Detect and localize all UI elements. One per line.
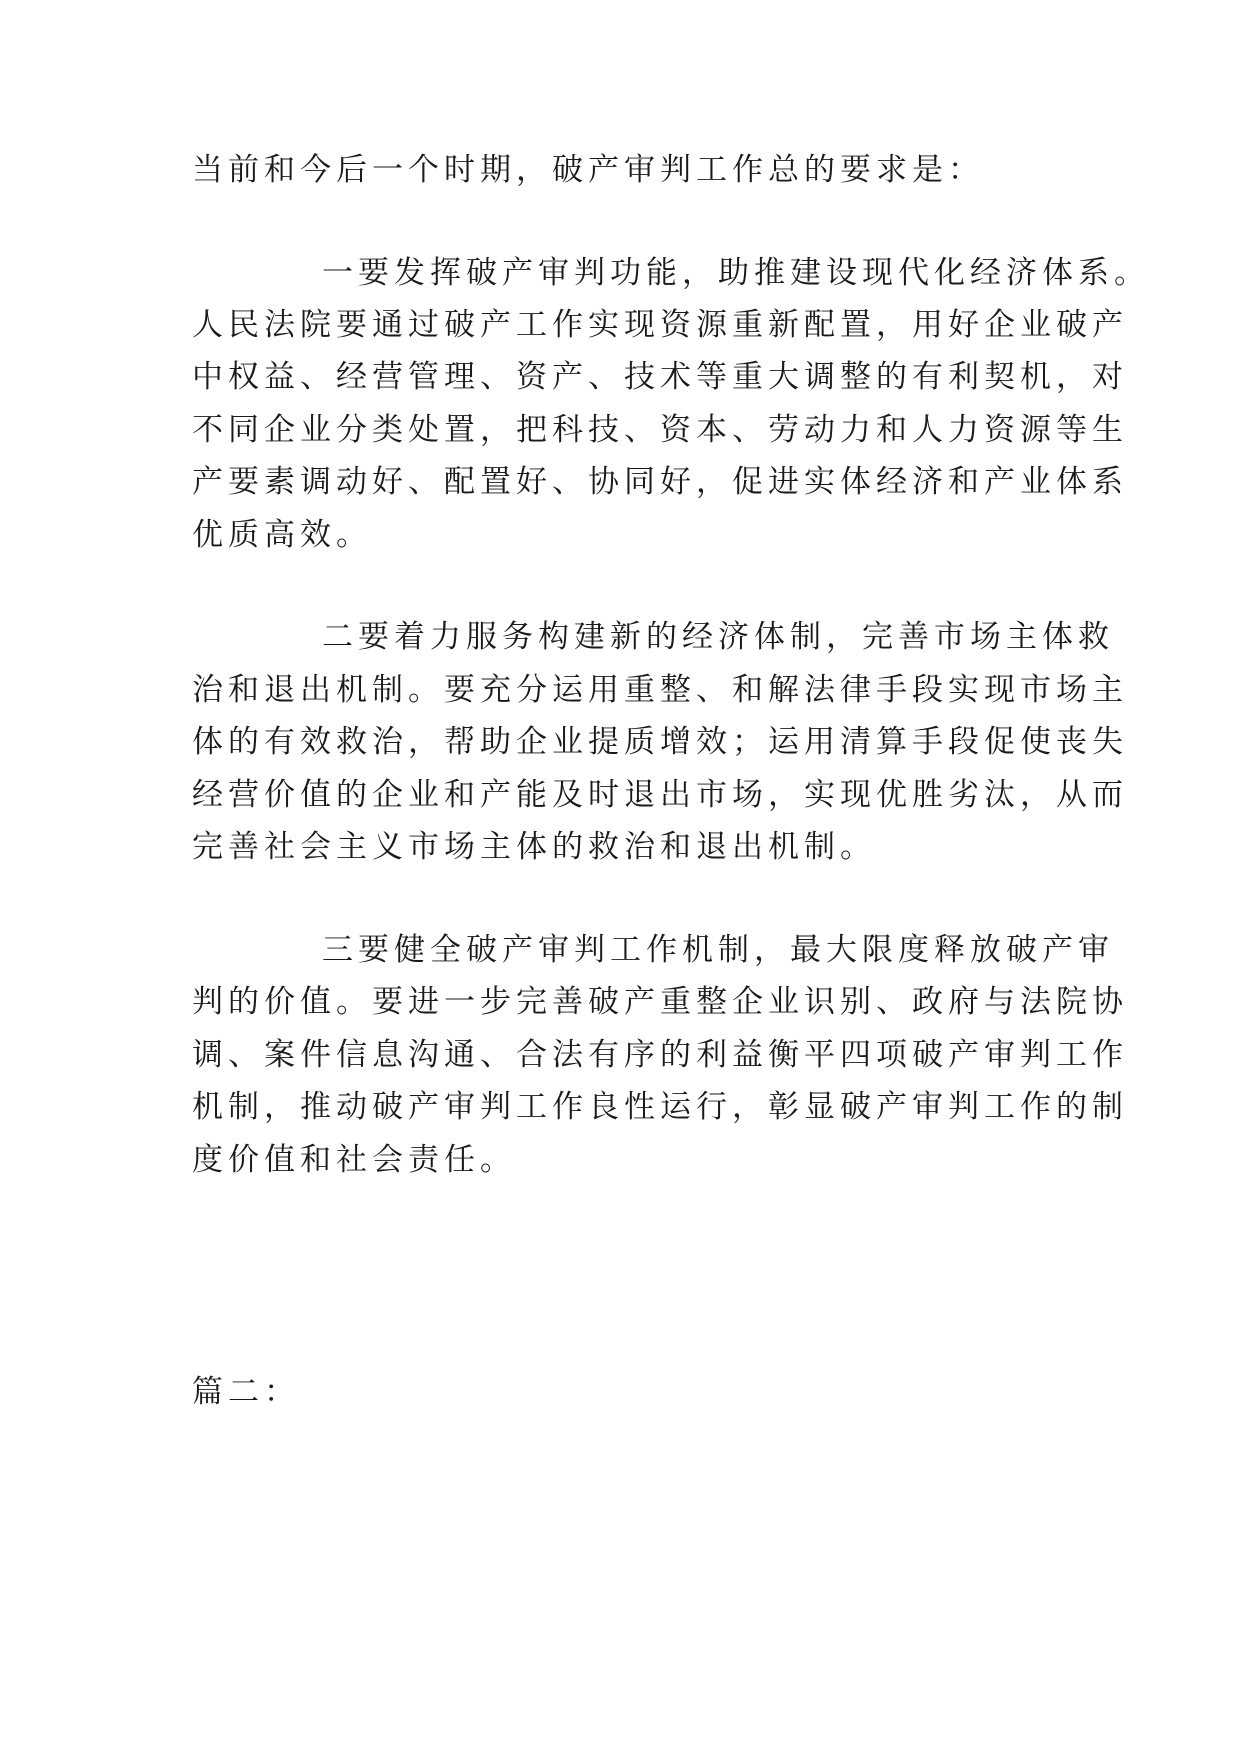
paragraph-3-line-1: 三要健全破产审判工作机制，最大限度释放破产审: [322, 932, 1114, 968]
paragraph-2-line-2: 治和退出机制。要充分运用重整、和解法律手段实现市场主: [192, 672, 1128, 708]
paragraph-2-line-3: 体的有效救治，帮助企业提质增效；运用清算手段促使丧失: [192, 724, 1128, 760]
paragraph-3-line-2: 判的价值。要进一步完善破产重整企业识别、政府与法院协: [192, 984, 1128, 1020]
paragraph-1-line-4: 不同企业分类处置，把科技、资本、劳动力和人力资源等生: [192, 412, 1128, 448]
paragraph-1-line-2: 人民法院要通过破产工作实现资源重新配置，用好企业破产: [192, 307, 1128, 343]
paragraph-1-line-6: 优质高效。: [192, 517, 372, 553]
paragraph-1-line-3: 中权益、经营管理、资产、技术等重大调整的有利契机，对: [192, 359, 1128, 395]
intro-line: 当前和今后一个时期，破产审判工作总的要求是：: [192, 152, 984, 188]
paragraph-2-line-1: 二要着力服务构建新的经济体制，完善市场主体救: [322, 619, 1114, 655]
paragraph-2-line-4: 经营价值的企业和产能及时退出市场，实现优胜劣汰，从而: [192, 777, 1128, 813]
paragraph-3-line-5: 度价值和社会责任。: [192, 1142, 516, 1178]
paragraph-1-line-1: 一要发挥破产审判功能，助推建设现代化经济体系。: [322, 255, 1150, 291]
paragraph-3-line-3: 调、案件信息沟通、合法有序的利益衡平四项破产审判工作: [192, 1037, 1128, 1073]
paragraph-2-line-5: 完善社会主义市场主体的救治和退出机制。: [192, 829, 876, 865]
paragraph-1-line-5: 产要素调动好、配置好、协同好，促进实体经济和产业体系: [192, 464, 1128, 500]
paragraph-3-line-4: 机制，推动破产审判工作良性运行，彰显破产审判工作的制: [192, 1089, 1128, 1125]
section-heading: 篇二：: [192, 1374, 300, 1410]
